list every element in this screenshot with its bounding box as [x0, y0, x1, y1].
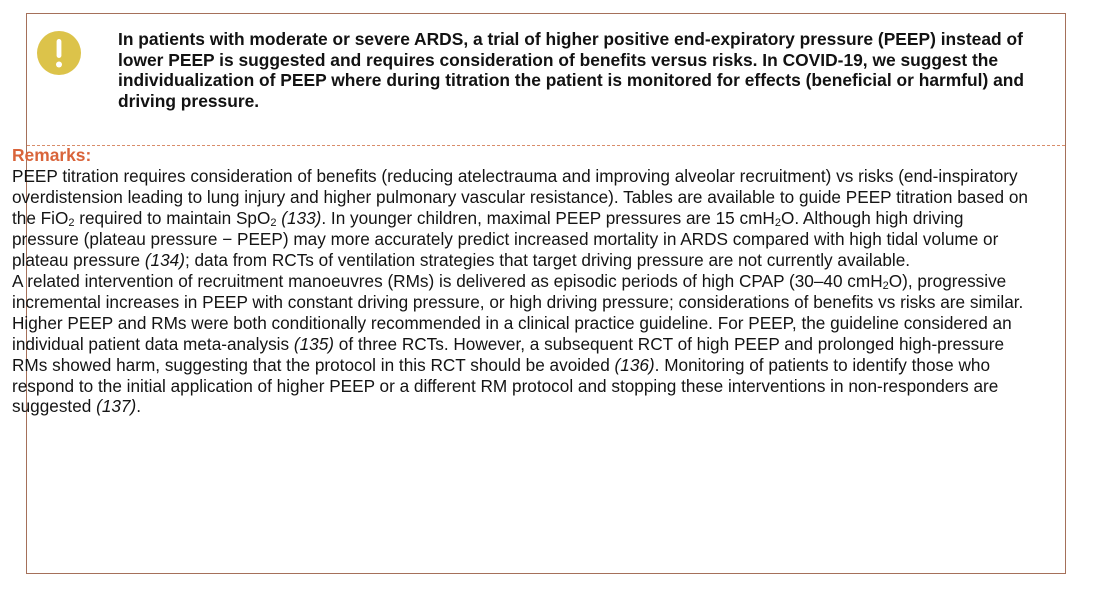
remarks-body	[12, 166, 1032, 417]
recommendation-text: In patients with moderate or severe ARDS, a trial of higher positive end-expiratory pressure (PEEP) instead of lower PEEP is suggested and requires consideration of benefits versus risks. In COVID-19, we suggest the individualization of PEEP where during titration the patient is monitored for effects (beneficial or harmful) and driving pressure.	[118, 29, 1025, 111]
citation: (137)	[96, 396, 137, 417]
citation: (134)	[144, 249, 185, 270]
remarks-text: O), progressive incremental increases in PEEP with constant driving pressure, or high driving pressure; considerations of benefits vs risks are similar. Higher PEEP and RMs were both conditionally recommended in a clinical practice guideline. For PEEP, the guideline considered an individual patient data meta-analysis	[12, 270, 1024, 354]
exclamation-icon	[36, 30, 82, 76]
remarks-text: O. Although high driving pressure (plateau pressure − PEEP) may more accurately predict increased mortality in ARDS compared with high tidal volume or plateau pressure	[12, 207, 999, 270]
remarks-title: Remarks:	[12, 145, 92, 165]
section-divider	[27, 145, 1065, 146]
citation: (133)	[281, 207, 322, 228]
remarks-paragraph	[12, 271, 1032, 418]
remarks-text: of three RCTs. However, a subsequent RCT of high PEEP and prolonged high-pressure RMs showed harm, suggesting that the protocol in this RCT should be avoided	[12, 333, 1005, 375]
remarks-text: .	[136, 396, 141, 417]
remarks-paragraph	[12, 166, 1032, 271]
remarks-text: ; data from RCTs of ventilation strategies that target driving pressure are not currently available.	[184, 249, 911, 270]
remarks-text: A related intervention of recruitment manoeuvres (RMs) is delivered as episodic periods of high CPAP (30–40 cmH	[12, 270, 883, 291]
citation: (136)	[614, 354, 655, 375]
remarks-text: . In younger children, maximal PEEP pressures are 15 cmH	[321, 207, 775, 228]
subscript: 2	[68, 216, 75, 229]
citation: (135)	[293, 333, 334, 354]
remarks-text: PEEP titration requires consideration of benefits (reducing atelectrauma and improving alveolar recruitment) vs risks (end-inspiratory overdistension leading to lung injury and higher pulmonary vascular resistance). Tables are available to guide PEEP titration based on the FiO	[12, 166, 1028, 228]
subscript: 2	[774, 216, 781, 229]
remarks-text: required to maintain SpO	[74, 207, 271, 228]
remarks-text: . Monitoring of patients to identify those who respond to the initial application of higher PEEP or a different RM protocol and stopping these interventions in non-responders are suggested	[12, 354, 999, 417]
recommendation-section	[27, 14, 1065, 146]
subscript: 2	[270, 216, 277, 229]
subscript: 2	[882, 279, 889, 292]
